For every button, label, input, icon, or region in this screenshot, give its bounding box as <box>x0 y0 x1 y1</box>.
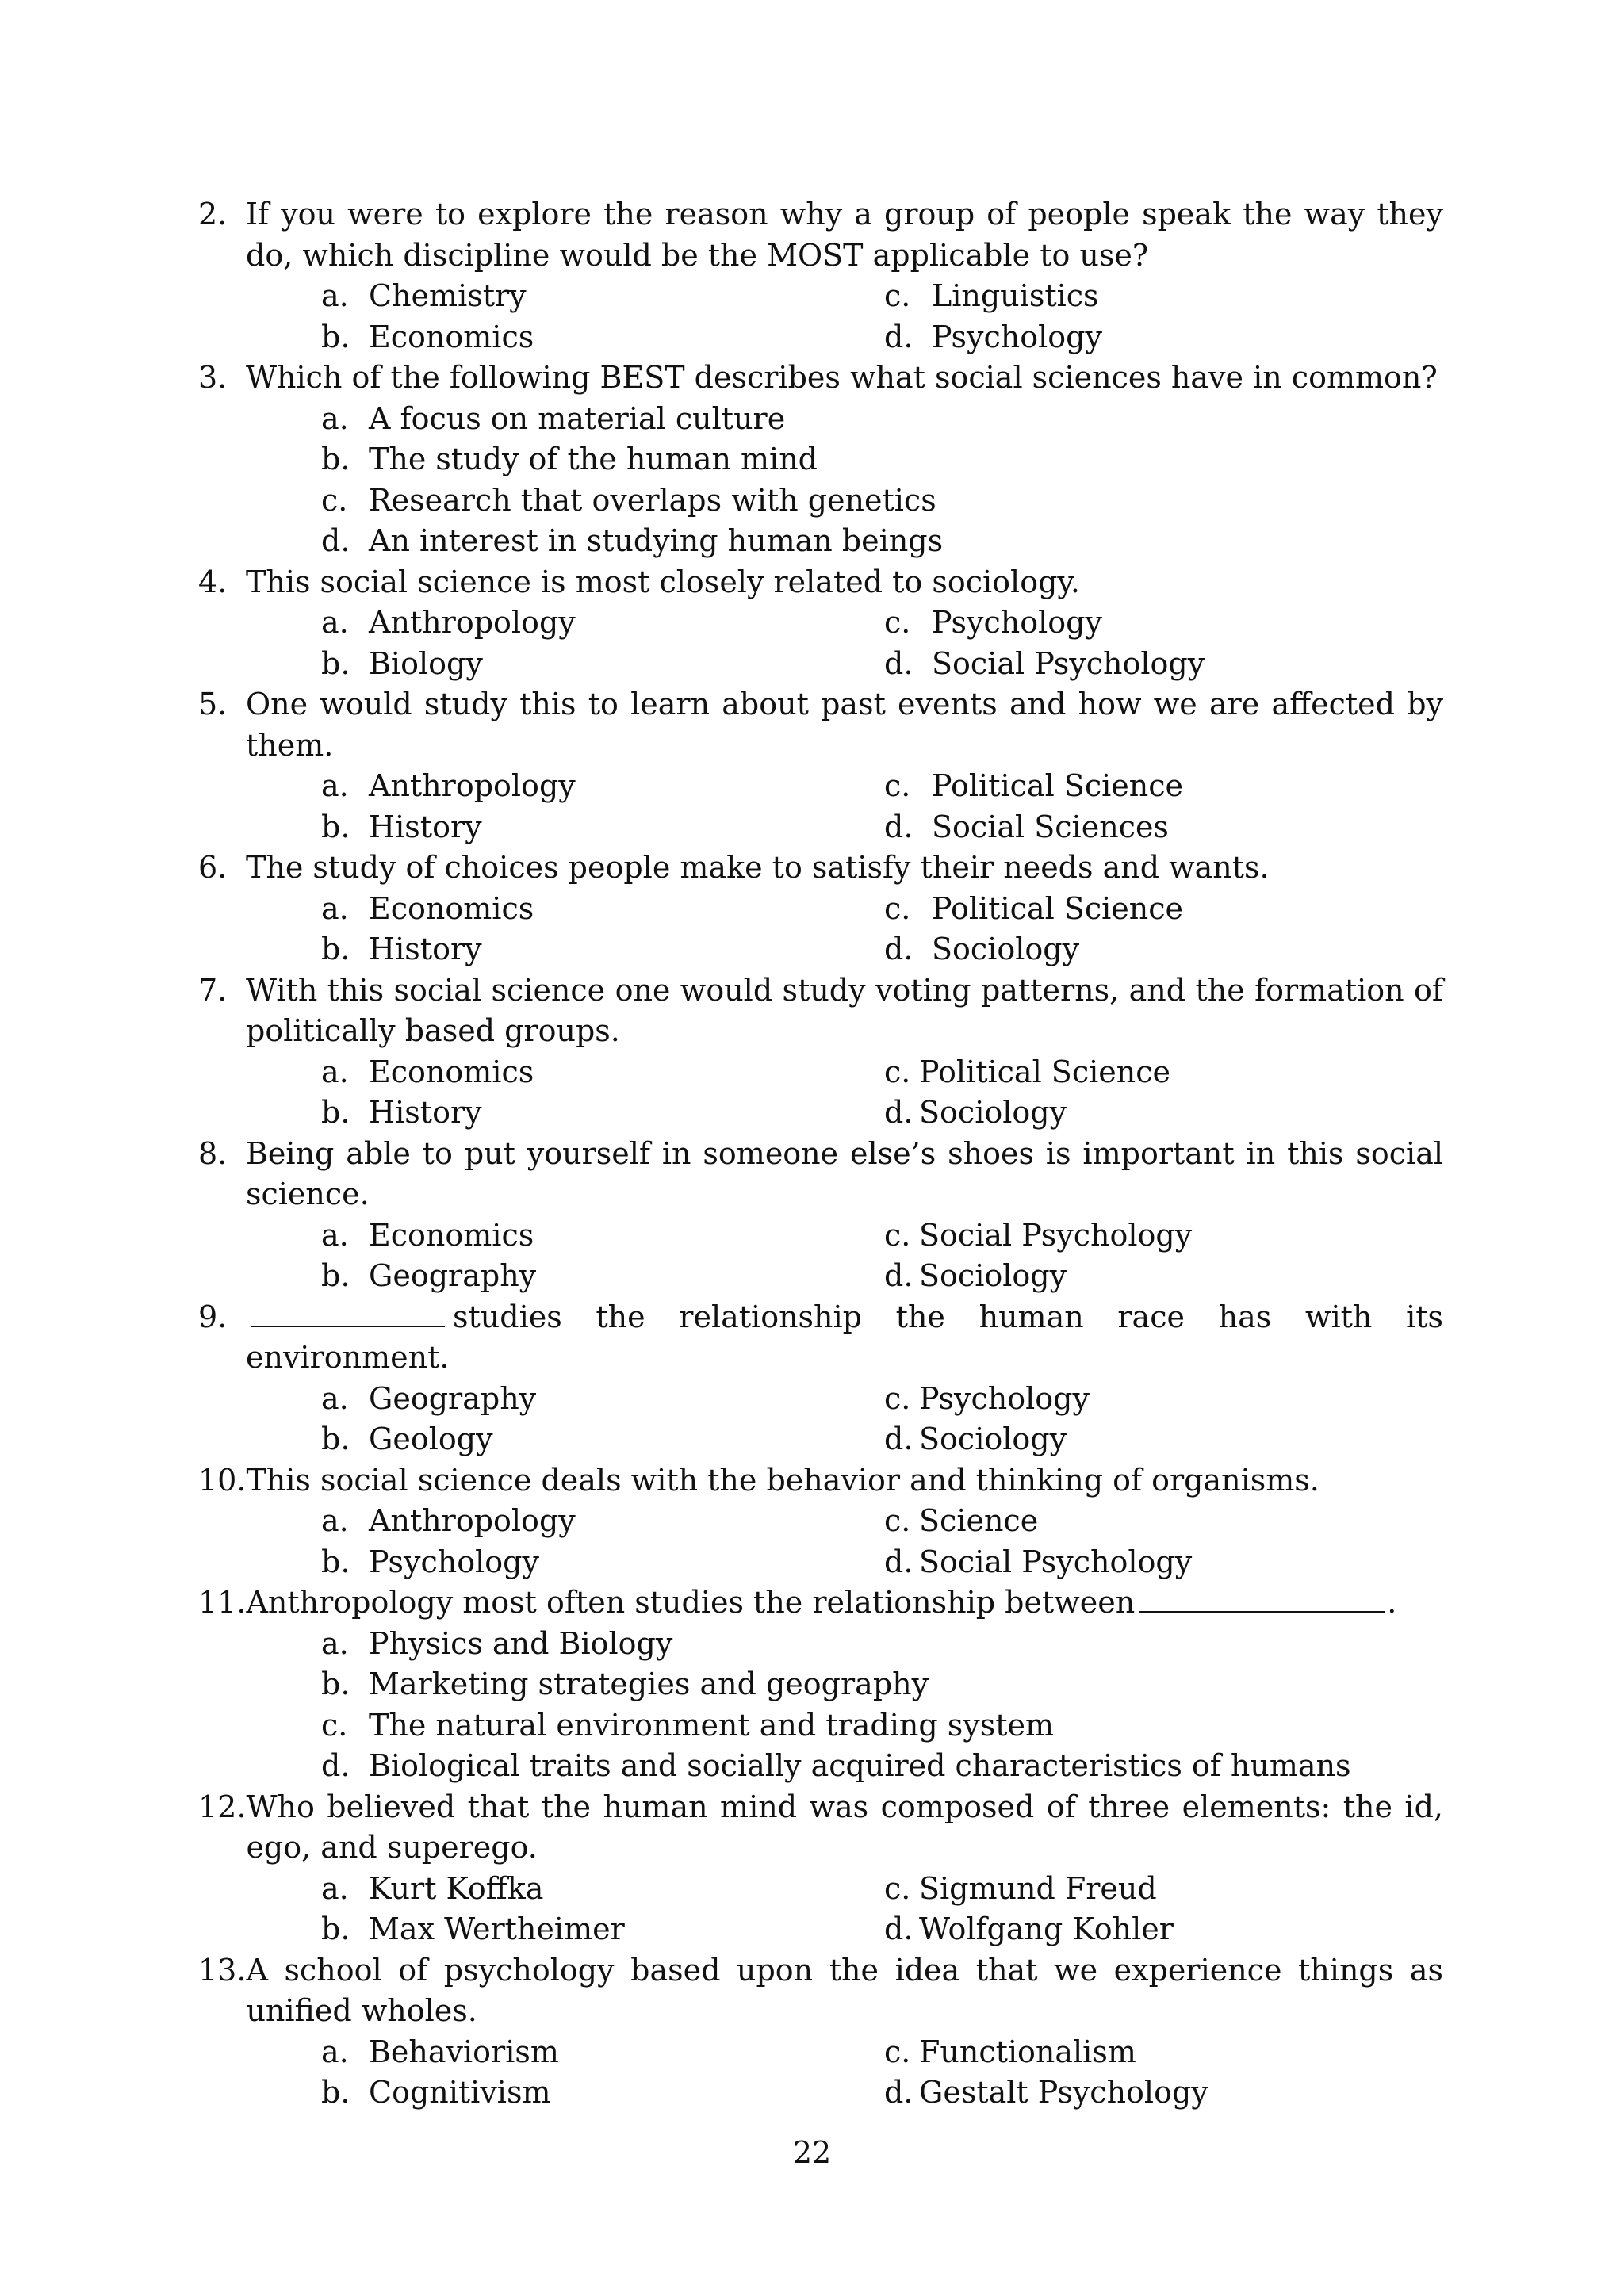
question-number: 4. <box>198 564 228 599</box>
question-text: studies the relationship the human race has with its environment. <box>246 1299 1443 1375</box>
option-a: a. Anthropology <box>321 768 576 803</box>
option-c: c. Political Science <box>884 890 1184 926</box>
option-c: c. The natural environment and trading system <box>321 1707 1054 1743</box>
option-a: a. Economics <box>321 1054 534 1089</box>
option-d: d. Psychology <box>884 319 1102 354</box>
options-list <box>321 399 1443 562</box>
question-2 <box>198 194 1443 358</box>
options-grid <box>321 1215 1443 1297</box>
fill-in-blank <box>251 1302 445 1327</box>
option-c: c. Functionalism <box>884 2034 1136 2069</box>
question-text: One would study this to learn about past events and how we are affected by them. <box>246 687 1443 763</box>
options-grid <box>321 889 1443 970</box>
option-d: d. An interest in studying human beings <box>321 523 944 558</box>
question-number: 12. <box>198 1789 247 1824</box>
question-text: This social science is most closely related to sociology. <box>246 564 1080 599</box>
question-11 <box>198 1582 1443 1787</box>
question-number: 3. <box>198 360 228 395</box>
option-d: d. Biological traits and socially acquired characteristics of humans <box>321 1748 1351 1783</box>
options-grid <box>321 276 1443 358</box>
question-8 <box>198 1134 1443 1297</box>
question-10 <box>198 1460 1443 1583</box>
question-number: 13. <box>198 1952 247 1988</box>
option-b: b. Max Wertheimer <box>321 1911 625 1946</box>
option-d: d. Social Psychology <box>884 1544 1193 1579</box>
option-c: c. Political Science <box>884 1054 1171 1089</box>
question-5 <box>198 684 1443 848</box>
option-d: d. Sociology <box>884 932 1080 966</box>
option-d: d. Sociology <box>884 1422 1067 1456</box>
options-grid <box>321 603 1443 684</box>
options-grid <box>321 1501 1443 1582</box>
question-3 <box>198 358 1443 562</box>
option-c: c. Research that overlaps with genetics <box>321 482 936 518</box>
option-d: d. Social Sciences <box>884 809 1169 844</box>
option-c: c. Science <box>884 1503 1039 1538</box>
question-text: Who believed that the human mind was composed of three elements: the id, ego, and superego. <box>246 1789 1443 1865</box>
option-c: c. Sigmund Freud <box>884 1870 1157 1906</box>
option-a: a. Chemistry <box>321 278 527 313</box>
question-number: 2. <box>198 197 228 232</box>
question-6 <box>198 848 1443 970</box>
question-13 <box>198 1950 1443 2114</box>
option-b: b. History <box>321 932 482 966</box>
option-b: b. Biology <box>321 645 483 681</box>
option-b: b. Marketing strategies and geography <box>321 1667 929 1701</box>
option-a: a. A focus on material culture <box>321 400 786 436</box>
option-c: c. Psychology <box>884 605 1102 640</box>
options-grid <box>321 2032 1443 2114</box>
option-a: a. Geography <box>321 1380 537 1416</box>
option-b: b. Economics <box>321 319 534 354</box>
option-a: a. Kurt Koffka <box>321 1870 544 1906</box>
question-number: 10. <box>198 1462 247 1498</box>
option-d: d. Wolfgang Kohler <box>884 1911 1174 1946</box>
option-a: a. Anthropology <box>321 1503 576 1538</box>
question-number: 7. <box>198 972 228 1008</box>
question-text: Being able to put yourself in someone else’s shoes is important in this social science. <box>246 1135 1443 1211</box>
question-text: Which of the following BEST describes what social sciences have in common? <box>246 360 1438 395</box>
question-text: With this social science one would study voting patterns, and the formation of politically based groups. <box>246 972 1443 1048</box>
option-b: b. The study of the human mind <box>321 442 818 476</box>
option-c: c. Psychology <box>884 1380 1090 1416</box>
question-number: 9. <box>198 1299 228 1334</box>
option-b: b. History <box>321 809 482 844</box>
options-list <box>321 1624 1443 1787</box>
option-a: a. Behaviorism <box>321 2034 559 2069</box>
fill-in-blank <box>1139 1587 1385 1613</box>
question-text: The study of choices people make to satisfy their needs and wants. <box>246 850 1270 885</box>
option-b: b. History <box>321 1095 482 1130</box>
option-b: b. Geography <box>321 1258 537 1293</box>
question-text: Anthropology most often studies the relationship between . <box>246 1585 1397 1620</box>
option-c: c. Political Science <box>884 768 1184 803</box>
option-d: d. Social Psychology <box>884 645 1205 681</box>
option-d: d. Sociology <box>884 1095 1067 1130</box>
option-b: b. Cognitivism <box>321 2075 551 2110</box>
option-a: a. Economics <box>321 890 534 926</box>
question-text: If you were to explore the reason why a group of people speak the way they do, which discipline would be the MOST applicable to use? <box>246 197 1443 273</box>
options-grid <box>321 1052 1443 1134</box>
page-number: 22 <box>792 2135 832 2170</box>
option-a: a. Physics and Biology <box>321 1625 673 1661</box>
option-a: a. Anthropology <box>321 605 576 640</box>
question-12 <box>198 1787 1443 1950</box>
question-number: 11. <box>198 1585 247 1620</box>
option-c: c. Social Psychology <box>884 1217 1193 1253</box>
question-9 <box>198 1297 1443 1460</box>
question-number: 5. <box>198 687 228 721</box>
option-c: c. Linguistics <box>884 278 1099 313</box>
question-7 <box>198 970 1443 1134</box>
option-b: b. Geology <box>321 1422 493 1456</box>
options-grid <box>321 766 1443 848</box>
options-grid <box>321 1869 1443 1950</box>
option-b: b. Psychology <box>321 1544 539 1579</box>
option-d: d. Gestalt Psychology <box>884 2075 1208 2110</box>
question-list <box>198 194 1443 2114</box>
question-number: 8. <box>198 1135 228 1171</box>
question-text: This social science deals with the behavior and thinking of organisms. <box>246 1462 1320 1498</box>
option-a: a. Economics <box>321 1217 534 1253</box>
options-grid <box>321 1379 1443 1460</box>
question-number: 6. <box>198 850 228 885</box>
option-d: d. Sociology <box>884 1258 1067 1293</box>
question-text: A school of psychology based upon the idea that we experience things as unified wholes. <box>246 1952 1443 2028</box>
question-4 <box>198 562 1443 685</box>
